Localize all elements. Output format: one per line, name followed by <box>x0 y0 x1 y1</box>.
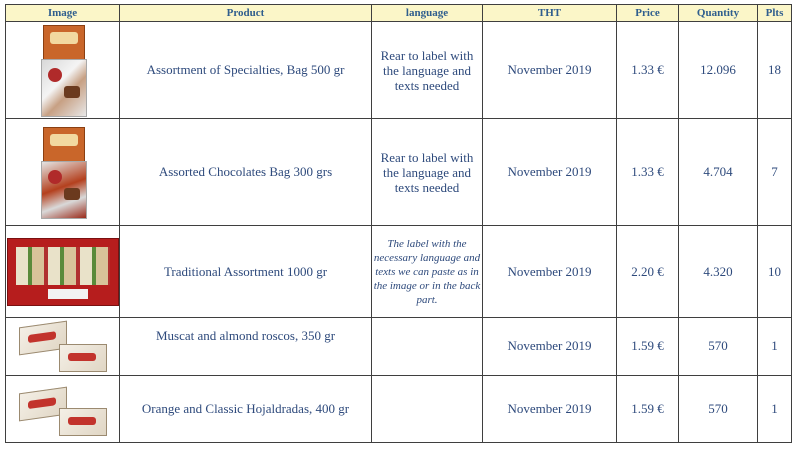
header-product: Product <box>120 5 372 22</box>
language-note: Rear to label with the language and texts needed <box>372 119 483 226</box>
language-note: The label with the necessary language and texts we can paste as in the image or in the back part. <box>372 226 483 318</box>
table-row <box>6 376 792 443</box>
tht-date: November 2019 <box>483 22 617 119</box>
header-price: Price <box>617 5 679 22</box>
table-row <box>6 22 792 119</box>
table-row <box>6 119 792 226</box>
table-row <box>6 226 792 318</box>
packs-image <box>17 384 109 434</box>
tht-date: November 2019 <box>483 376 617 443</box>
bag-image <box>41 127 85 217</box>
product-image-cell <box>6 119 120 226</box>
product-table <box>5 4 792 443</box>
product-image-cell <box>6 318 120 376</box>
header-tht: THT <box>483 5 617 22</box>
plts: 10 <box>758 226 792 318</box>
price: 2.20 € <box>617 226 679 318</box>
product-name: Muscat and almond roscos, 350 gr <box>120 318 372 376</box>
table-row <box>6 318 792 376</box>
header-image: Image <box>6 5 120 22</box>
bag-image <box>41 25 85 115</box>
header-quantity: Quantity <box>679 5 758 22</box>
tht-date: November 2019 <box>483 119 617 226</box>
product-name: Assorted Chocolates Bag 300 grs <box>120 119 372 226</box>
header-plts: Plts <box>758 5 792 22</box>
price: 1.59 € <box>617 376 679 443</box>
product-image-cell <box>6 22 120 119</box>
price: 1.33 € <box>617 119 679 226</box>
packs-image <box>17 322 109 372</box>
box-image <box>7 238 119 306</box>
product-name: Assortment of Specialties, Bag 500 gr <box>120 22 372 119</box>
quantity: 4.704 <box>679 119 758 226</box>
price: 1.33 € <box>617 22 679 119</box>
product-image-cell <box>6 376 120 443</box>
product-name: Orange and Classic Hojaldradas, 400 gr <box>120 376 372 443</box>
product-image-cell <box>6 226 120 318</box>
header-row <box>6 5 792 22</box>
plts: 7 <box>758 119 792 226</box>
quantity: 12.096 <box>679 22 758 119</box>
quantity: 570 <box>679 318 758 376</box>
price: 1.59 € <box>617 318 679 376</box>
plts: 1 <box>758 318 792 376</box>
product-name: Traditional Assortment 1000 gr <box>120 226 372 318</box>
language-note <box>372 376 483 443</box>
plts: 1 <box>758 376 792 443</box>
language-note <box>372 318 483 376</box>
header-language: language <box>372 5 483 22</box>
quantity: 4.320 <box>679 226 758 318</box>
language-note: Rear to label with the language and texts needed <box>372 22 483 119</box>
tht-date: November 2019 <box>483 226 617 318</box>
plts: 18 <box>758 22 792 119</box>
tht-date: November 2019 <box>483 318 617 376</box>
quantity: 570 <box>679 376 758 443</box>
